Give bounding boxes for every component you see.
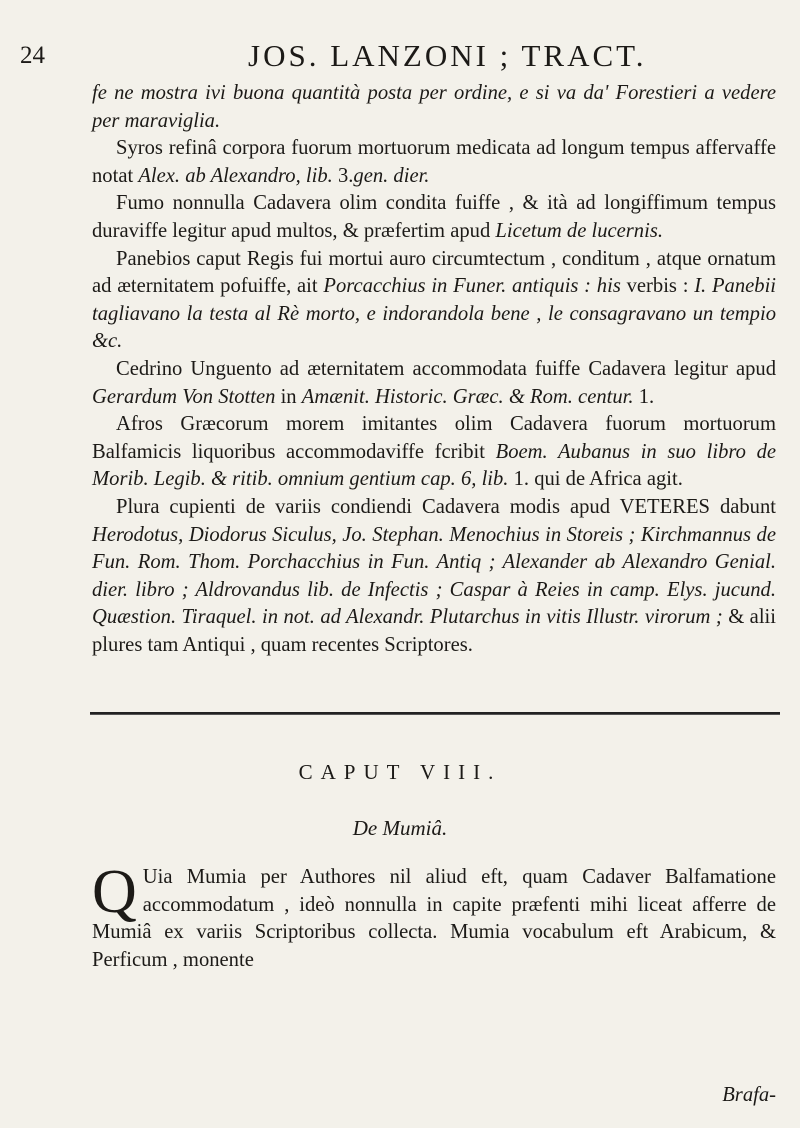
italic-segment: Licetum de lucernis. [495, 219, 663, 242]
text-segment: 1. [633, 385, 655, 408]
chapter-text-segment: Uia Mumia per Authores nil aliud eft, quam Cadaver Balfamatione accommodatum , ideò nonnulla in capite præfenti mihi liceat afferre de Mumiâ ex variis Scriptoribus collecta. Mumia vocabulum eft Arabicum, & Perficum , monente [92, 866, 776, 971]
paragraph-p6 [92, 411, 776, 494]
paragraph-p1 [92, 80, 776, 135]
text-segment: in [275, 385, 302, 408]
italic-segment: Herodotus, Diodorus Siculus, Jo. Stephan. Menochius in Storeis ; Kirchmannus de Fun. Rom. Thom. Porchacchius in Fun. Antiq ; Alexander ab Alexandro Genial. dier. libro ; Aldrovandus lib. de Infectis ; Caspar à Reies in camp. Elys. jucund. Quæstion. Tiraquel. in not. ad Alexandr. Plutarchus in vitis Illustr. virorum ; [92, 523, 776, 629]
text-segment: Syros refinâ corpora fuorum mortuorum medicata ad longum tempus affervaffe notat [92, 137, 776, 187]
italic-segment: Gerardum Von Stotten [92, 385, 276, 408]
text-segment: 3. [332, 164, 354, 187]
italic-segment: gen. dier. [353, 164, 430, 187]
chapter-heading: CAPUT VIII. [298, 760, 502, 784]
catchword: Brafa- [722, 1084, 776, 1106]
text-segment: Cedrino Unguento ad æternitatem accommodata fuiffe Cadavera legitur apud [116, 357, 776, 380]
paragraph-p3 [92, 190, 776, 245]
text-segment: Plura cupienti de variis condiendi Cadavera modis apud VETERES dabunt [116, 495, 776, 518]
paragraph-p4 [92, 246, 776, 356]
page-number: 24 [20, 42, 45, 69]
text-segment: 1. qui de Africa agit. [508, 468, 683, 491]
italic-segment: Boem. Aubanus in suo libro de Morib. Legib. & ritib. omnium gentium cap. [92, 440, 777, 491]
paragraph-p2 [92, 135, 776, 190]
section-divider [90, 712, 780, 715]
italic-segment: Amænit. Historic. Græc. & Rom. centur. [301, 385, 634, 408]
text-segment: verbis : [620, 275, 695, 298]
italic-segment: 6, lib. [460, 468, 509, 491]
drop-cap: Q [92, 858, 137, 926]
text-segment: & alii plures tam Antiqui , quam recentes Scriptores. [92, 606, 776, 656]
body-text [92, 80, 776, 659]
chapter-paragraph [92, 858, 776, 971]
paragraph-p5 [92, 356, 776, 411]
italic-segment: Porcacchius in Funer. antiquis : his [323, 275, 621, 298]
text-segment: Afros Græcorum morem imitantes olim Cadavera fuorum mortuorum Balfamicis liquoribus accommodaviffe fcribit [92, 413, 776, 463]
paragraph-p7 [92, 494, 776, 660]
italic-segment: fe ne mostra ivi buona quantità posta per ordine, e si va da' Forestieri a vedere per maraviglia. [92, 82, 776, 132]
italic-segment: I. Panebii tagliavano la testa al Rè morto, e indorandola bene , le consagravano un tempio &c. [92, 275, 777, 353]
text-segment: Panebios caput Regis fui mortui auro circumtectum , conditum , atque ornatum ad æternitatem pofuiffe, ait [92, 247, 776, 298]
running-title: JOS. LANZONI ; TRACT. [248, 38, 647, 73]
text-segment: Fumo nonnulla Cadavera olim condita fuiffe , & ità ad longiffimum tempus duraviffe legitur apud multos, & præfertim apud [92, 192, 776, 242]
chapter-text [92, 858, 776, 974]
italic-segment: Alex. ab Alexandro, lib. [138, 164, 333, 187]
chapter-subtitle: De Mumiâ. [352, 816, 448, 840]
